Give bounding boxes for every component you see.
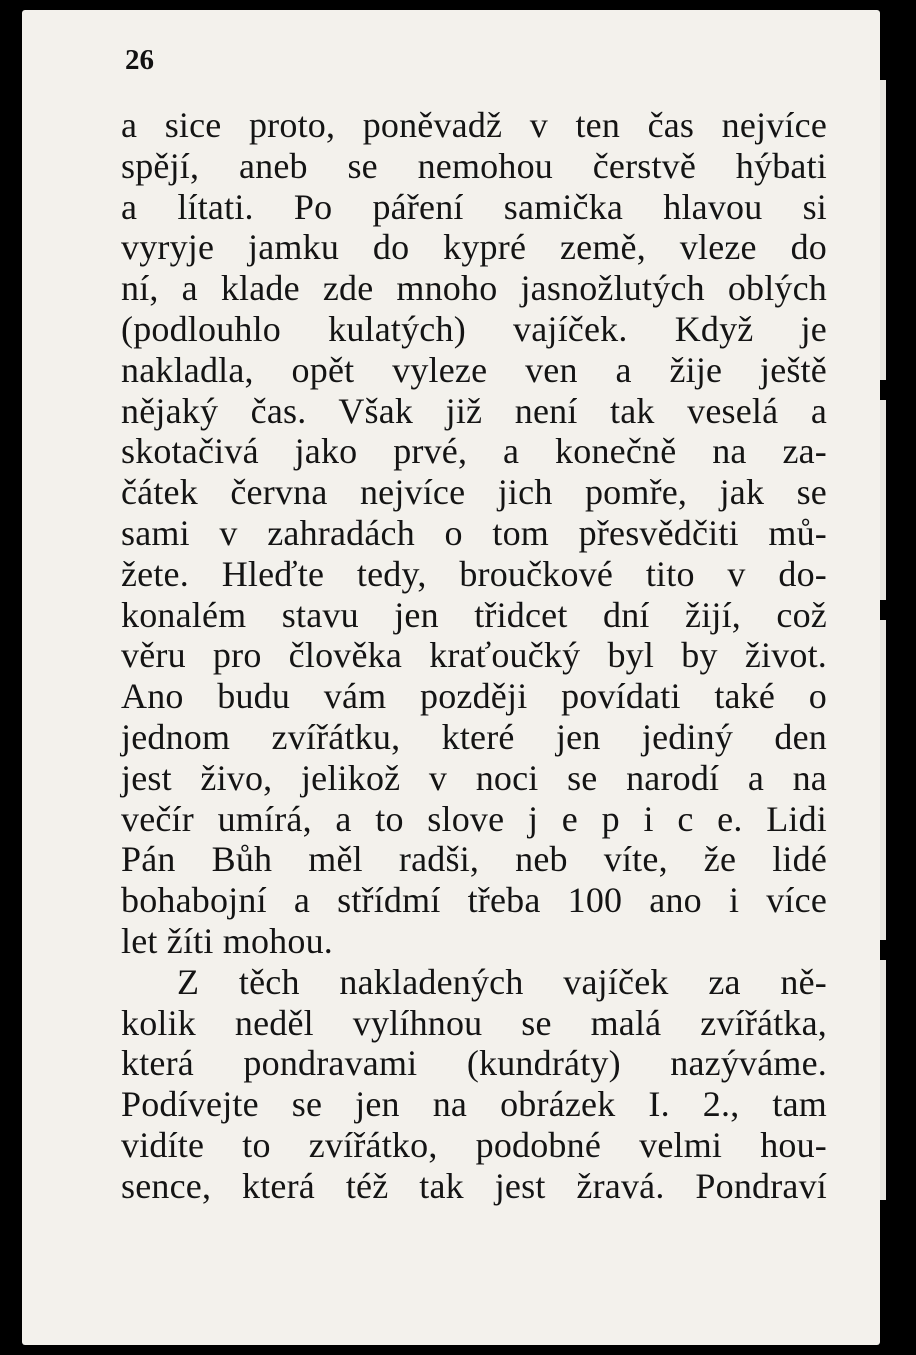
- book-page: [22, 10, 880, 1345]
- text-line: konalém stavu jen třidcet dní žijí, což: [121, 594, 827, 635]
- text-line: jest živo, jelikož v noci se narodí a na: [121, 757, 827, 798]
- text-line: skotačivá jako prvé, a konečně na za-: [121, 431, 827, 472]
- text-line: jednom zvířátku, které jen jediný den: [121, 716, 827, 757]
- page-edge-strip: [880, 80, 886, 380]
- text-line: spějí, aneb se nemohou čerstvě hýbati: [121, 145, 827, 186]
- text-line: věru pro člověka kraťoučký byl by život.: [121, 635, 827, 676]
- text-line: Ano budu vám později povídati také o: [121, 676, 827, 717]
- page-number: 26: [125, 44, 154, 76]
- text-line: čátek června nejvíce jich pomře, jak se: [121, 472, 827, 513]
- text-line: ní, a klade zde mnoho jasnožlutých oblých: [121, 268, 827, 309]
- text-line: Podívejte se jen na obrázek I. 2., tam: [121, 1084, 827, 1125]
- text-line: Z těch nakladených vajíček za ně-: [177, 961, 827, 1002]
- text-line: žete. Hleďte tedy, broučkové tito v do-: [121, 553, 827, 594]
- text-line: nějaký čas. Však již není tak veselá a: [121, 390, 827, 431]
- text-line: nakladla, opět vyleze ven a žije ještě: [121, 349, 827, 390]
- text-line: let žíti mohou.: [121, 920, 333, 961]
- text-line: která pondravami (kundráty) nazýváme.: [121, 1043, 827, 1084]
- text-line: vyryje jamku do kypré země, vleze do: [121, 227, 827, 268]
- page-edge-strip: [880, 620, 886, 940]
- text-line: Pán Bůh měl radši, neb víte, že lidé: [121, 839, 827, 880]
- page-edge-strip: [880, 960, 886, 1200]
- text-line: (podlouhlo kulatých) vajíček. Když je: [121, 308, 827, 349]
- text-line: vidíte to zvířátko, podobné velmi hou-: [121, 1124, 827, 1165]
- text-line: a sice proto, poněvadž v ten čas nejvíce: [121, 105, 827, 145]
- text-line: večír umírá, a to slove j e p i c e. Lidi: [121, 798, 827, 839]
- text-line: sami v zahradách o tom přesvědčiti mů-: [121, 512, 827, 553]
- text-line: kolik neděl vylíhnou se malá zvířátka,: [121, 1002, 827, 1043]
- page-edge-strip: [880, 400, 886, 600]
- text-line: bohabojní a střídmí třeba 100 ano i více: [121, 880, 827, 921]
- text-line: sence, která též tak jest žravá. Pondraví: [121, 1165, 827, 1206]
- body-text: [121, 105, 827, 1207]
- text-line: a lítati. Po páření samička hlavou si: [121, 186, 827, 227]
